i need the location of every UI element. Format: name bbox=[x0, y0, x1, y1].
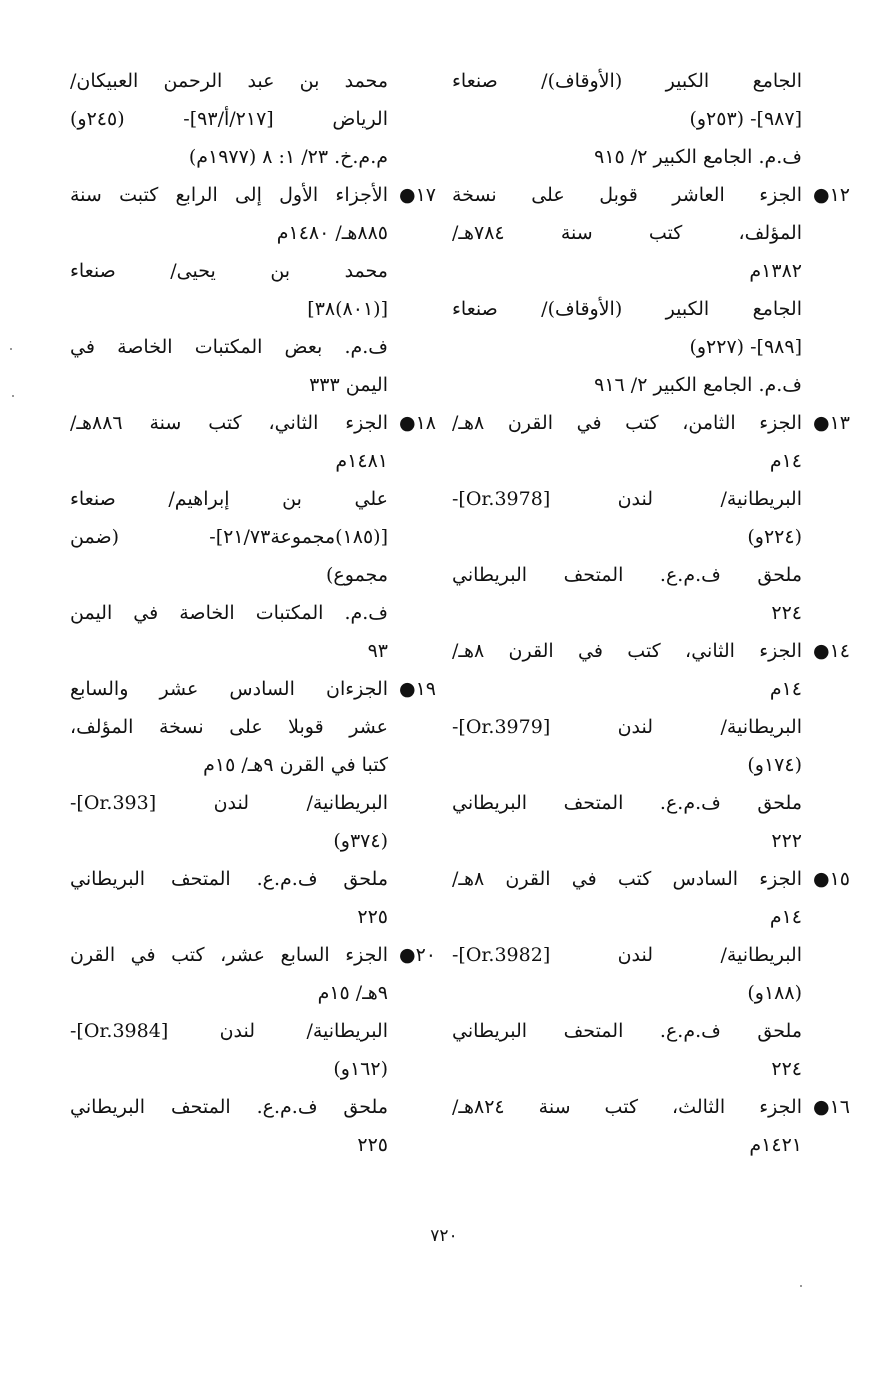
entry-line: الجزء العاشر قوبل على نسخة ١٢● bbox=[452, 176, 802, 214]
entry-line: ف.م. الجامع الكبير ٢/ ٩١٥ bbox=[594, 146, 802, 168]
entry-line: (١٨٨و) bbox=[747, 982, 802, 1004]
entry-line: البريطانية/ لندن [Or.3978]- bbox=[452, 488, 802, 510]
catalog-entry-continuation bbox=[452, 62, 802, 176]
entry-line: ٢٢٤ bbox=[771, 1058, 802, 1080]
entry-marker bbox=[395, 176, 436, 214]
scan-speck bbox=[800, 1285, 802, 1287]
entry-line: ٩٣ bbox=[367, 640, 388, 662]
catalog-entry bbox=[70, 936, 436, 1164]
entry-line: [٩٨٧]- (٢٥٣و) bbox=[689, 108, 802, 130]
left-column bbox=[70, 62, 436, 1164]
entry-line: ملحق ف.م.ع. المتحف البريطاني bbox=[70, 1096, 388, 1118]
entry-line: الجزء السابع عشر، كتب في القرن ٢٠● bbox=[70, 936, 388, 974]
catalog-entry bbox=[452, 176, 850, 404]
entry-marker bbox=[809, 404, 850, 442]
entry-line: الجامع الكبير (الأوقاف)/ صنعاء bbox=[452, 70, 802, 92]
entry-number: ١٣ bbox=[829, 412, 850, 434]
entry-number: ٢٠ bbox=[415, 944, 436, 966]
entry-number: ١٨ bbox=[415, 412, 436, 434]
entry-line: علي بن إبراهيم/ صنعاء bbox=[70, 488, 388, 510]
entry-line: ف.م. بعض المكتبات الخاصة في bbox=[70, 336, 388, 358]
catalog-entry bbox=[70, 404, 436, 670]
bullet-icon: ● bbox=[812, 412, 830, 434]
entry-line: البريطانية/ لندن [Or.393]- bbox=[70, 792, 388, 814]
entry-line: (١٧٤و) bbox=[747, 754, 802, 776]
entry-line: ١٤٢١م bbox=[749, 1134, 802, 1156]
entry-line: ٢٢٢ bbox=[771, 830, 802, 852]
bullet-icon: ● bbox=[812, 868, 830, 890]
entry-line: ف.م. المكتبات الخاصة في اليمن bbox=[70, 602, 388, 624]
bullet-icon: ● bbox=[398, 944, 416, 966]
entry-line: البريطانية/ لندن [Or.3979]- bbox=[452, 716, 802, 738]
entry-marker bbox=[809, 1088, 850, 1126]
entry-line: ١٤م bbox=[769, 450, 802, 472]
entry-number: ١٢ bbox=[829, 184, 850, 206]
bullet-icon: ● bbox=[812, 1096, 830, 1118]
entry-line: المؤلف، كتب سنة ٧٨٤هـ/ bbox=[452, 222, 802, 244]
entry-line: ١٤٨١م bbox=[335, 450, 388, 472]
catalog-entry bbox=[452, 632, 850, 860]
entry-line: الجامع الكبير (الأوقاف)/ صنعاء bbox=[452, 298, 802, 320]
entry-line: ٩هـ/ ١٥م bbox=[317, 982, 388, 1004]
entry-number: ١٧ bbox=[415, 184, 436, 206]
catalog-entry bbox=[452, 404, 850, 632]
entry-number: ١٥ bbox=[829, 868, 850, 890]
entry-line: ١٣٨٢م bbox=[749, 260, 802, 282]
entry-line: عشر قوبلا على نسخة المؤلف، bbox=[70, 716, 388, 738]
entry-marker bbox=[809, 860, 850, 898]
entry-number: ١٤ bbox=[829, 640, 850, 662]
entry-line: الجزء الثاني، كتب في القرن ٨هـ/ ١٤● bbox=[452, 632, 802, 670]
entry-line: محمد بن يحيى/ صنعاء bbox=[70, 260, 388, 282]
entry-line: ملحق ف.م.ع. المتحف البريطاني bbox=[452, 564, 802, 586]
entry-line: الجزء السادس كتب في القرن ٨هـ/ ١٥● bbox=[452, 860, 802, 898]
bullet-icon: ● bbox=[398, 412, 416, 434]
entry-line: (١٦٢و) bbox=[333, 1058, 388, 1080]
entry-line: الجزء الثاني، كتب سنة ٨٨٦هـ/ ١٨● bbox=[70, 404, 388, 442]
catalog-entry-continuation bbox=[70, 62, 388, 176]
entry-line: ٢٢٥ bbox=[357, 1134, 388, 1156]
entry-line: [(٨٠١)٣٨] bbox=[307, 298, 388, 320]
entry-line: [(١٨٥)مجموعة٢١/٧٣]- (ضمن bbox=[70, 526, 388, 548]
entry-line: الجزءان السادس عشر والسابع ١٩● bbox=[70, 670, 388, 708]
entry-line: [٩٨٩]- (٢٢٧و) bbox=[689, 336, 802, 358]
page-number: ٧٢٠ bbox=[430, 1226, 458, 1246]
entry-line: ملحق ف.م.ع. المتحف البريطاني bbox=[452, 1020, 802, 1042]
entry-line: م.م.خ. ٢٣/ ١: ٨ (١٩٧٧م) bbox=[188, 146, 388, 168]
bullet-icon: ● bbox=[812, 640, 830, 662]
entry-line: مجموع) bbox=[326, 564, 388, 586]
entry-marker bbox=[395, 404, 436, 442]
catalog-entry bbox=[452, 860, 850, 1088]
scan-speck bbox=[10, 348, 12, 350]
bullet-icon: ● bbox=[812, 184, 830, 206]
entry-line: ٢٢٤ bbox=[771, 602, 802, 624]
entry-line: كتبا في القرن ٩هـ/ ١٥م bbox=[203, 754, 388, 776]
entry-number: ١٩ bbox=[415, 678, 436, 700]
entry-line: الجزء الثامن، كتب في القرن ٨هـ/ ١٣● bbox=[452, 404, 802, 442]
entry-marker bbox=[395, 670, 436, 708]
entry-line: البريطانية/ لندن [Or.3984]- bbox=[70, 1020, 388, 1042]
bullet-icon: ● bbox=[398, 678, 416, 700]
scan-speck bbox=[12, 395, 14, 397]
entry-marker bbox=[809, 632, 850, 670]
entry-number: ١٦ bbox=[829, 1096, 850, 1118]
right-column bbox=[452, 62, 850, 1164]
entry-line: ١٤م bbox=[769, 906, 802, 928]
entry-line: ١٤م bbox=[769, 678, 802, 700]
entry-line: البريطانية/ لندن [Or.3982]- bbox=[452, 944, 802, 966]
entry-line: (٢٢٤و) bbox=[747, 526, 802, 548]
entry-line: ملحق ف.م.ع. المتحف البريطاني bbox=[452, 792, 802, 814]
catalog-entry bbox=[70, 176, 436, 404]
entry-line: اليمن ٣٣٣ bbox=[309, 374, 388, 396]
catalog-entry bbox=[70, 670, 436, 936]
bullet-icon: ● bbox=[398, 184, 416, 206]
entry-line: ٨٨٥هـ/ ١٤٨٠م bbox=[276, 222, 388, 244]
entry-line: ف.م. الجامع الكبير ٢/ ٩١٦ bbox=[594, 374, 802, 396]
entry-line: محمد بن عبد الرحمن العبيكان/ bbox=[70, 70, 388, 92]
entry-marker bbox=[395, 936, 436, 974]
entry-line: الأجزاء الأول إلى الرابع كتبت سنة ١٧● bbox=[70, 176, 388, 214]
entry-line: الرياض [٢١٧/أ/٩٣]- (٢٤٥و) bbox=[70, 108, 388, 130]
entry-line: (٣٧٤و) bbox=[333, 830, 388, 852]
catalog-entry bbox=[452, 1088, 850, 1164]
entry-line: ملحق ف.م.ع. المتحف البريطاني bbox=[70, 868, 388, 890]
entry-marker bbox=[809, 176, 850, 214]
entry-line: ٢٢٥ bbox=[357, 906, 388, 928]
entry-line: الجزء الثالث، كتب سنة ٨٢٤هـ/ ١٦● bbox=[452, 1088, 802, 1126]
